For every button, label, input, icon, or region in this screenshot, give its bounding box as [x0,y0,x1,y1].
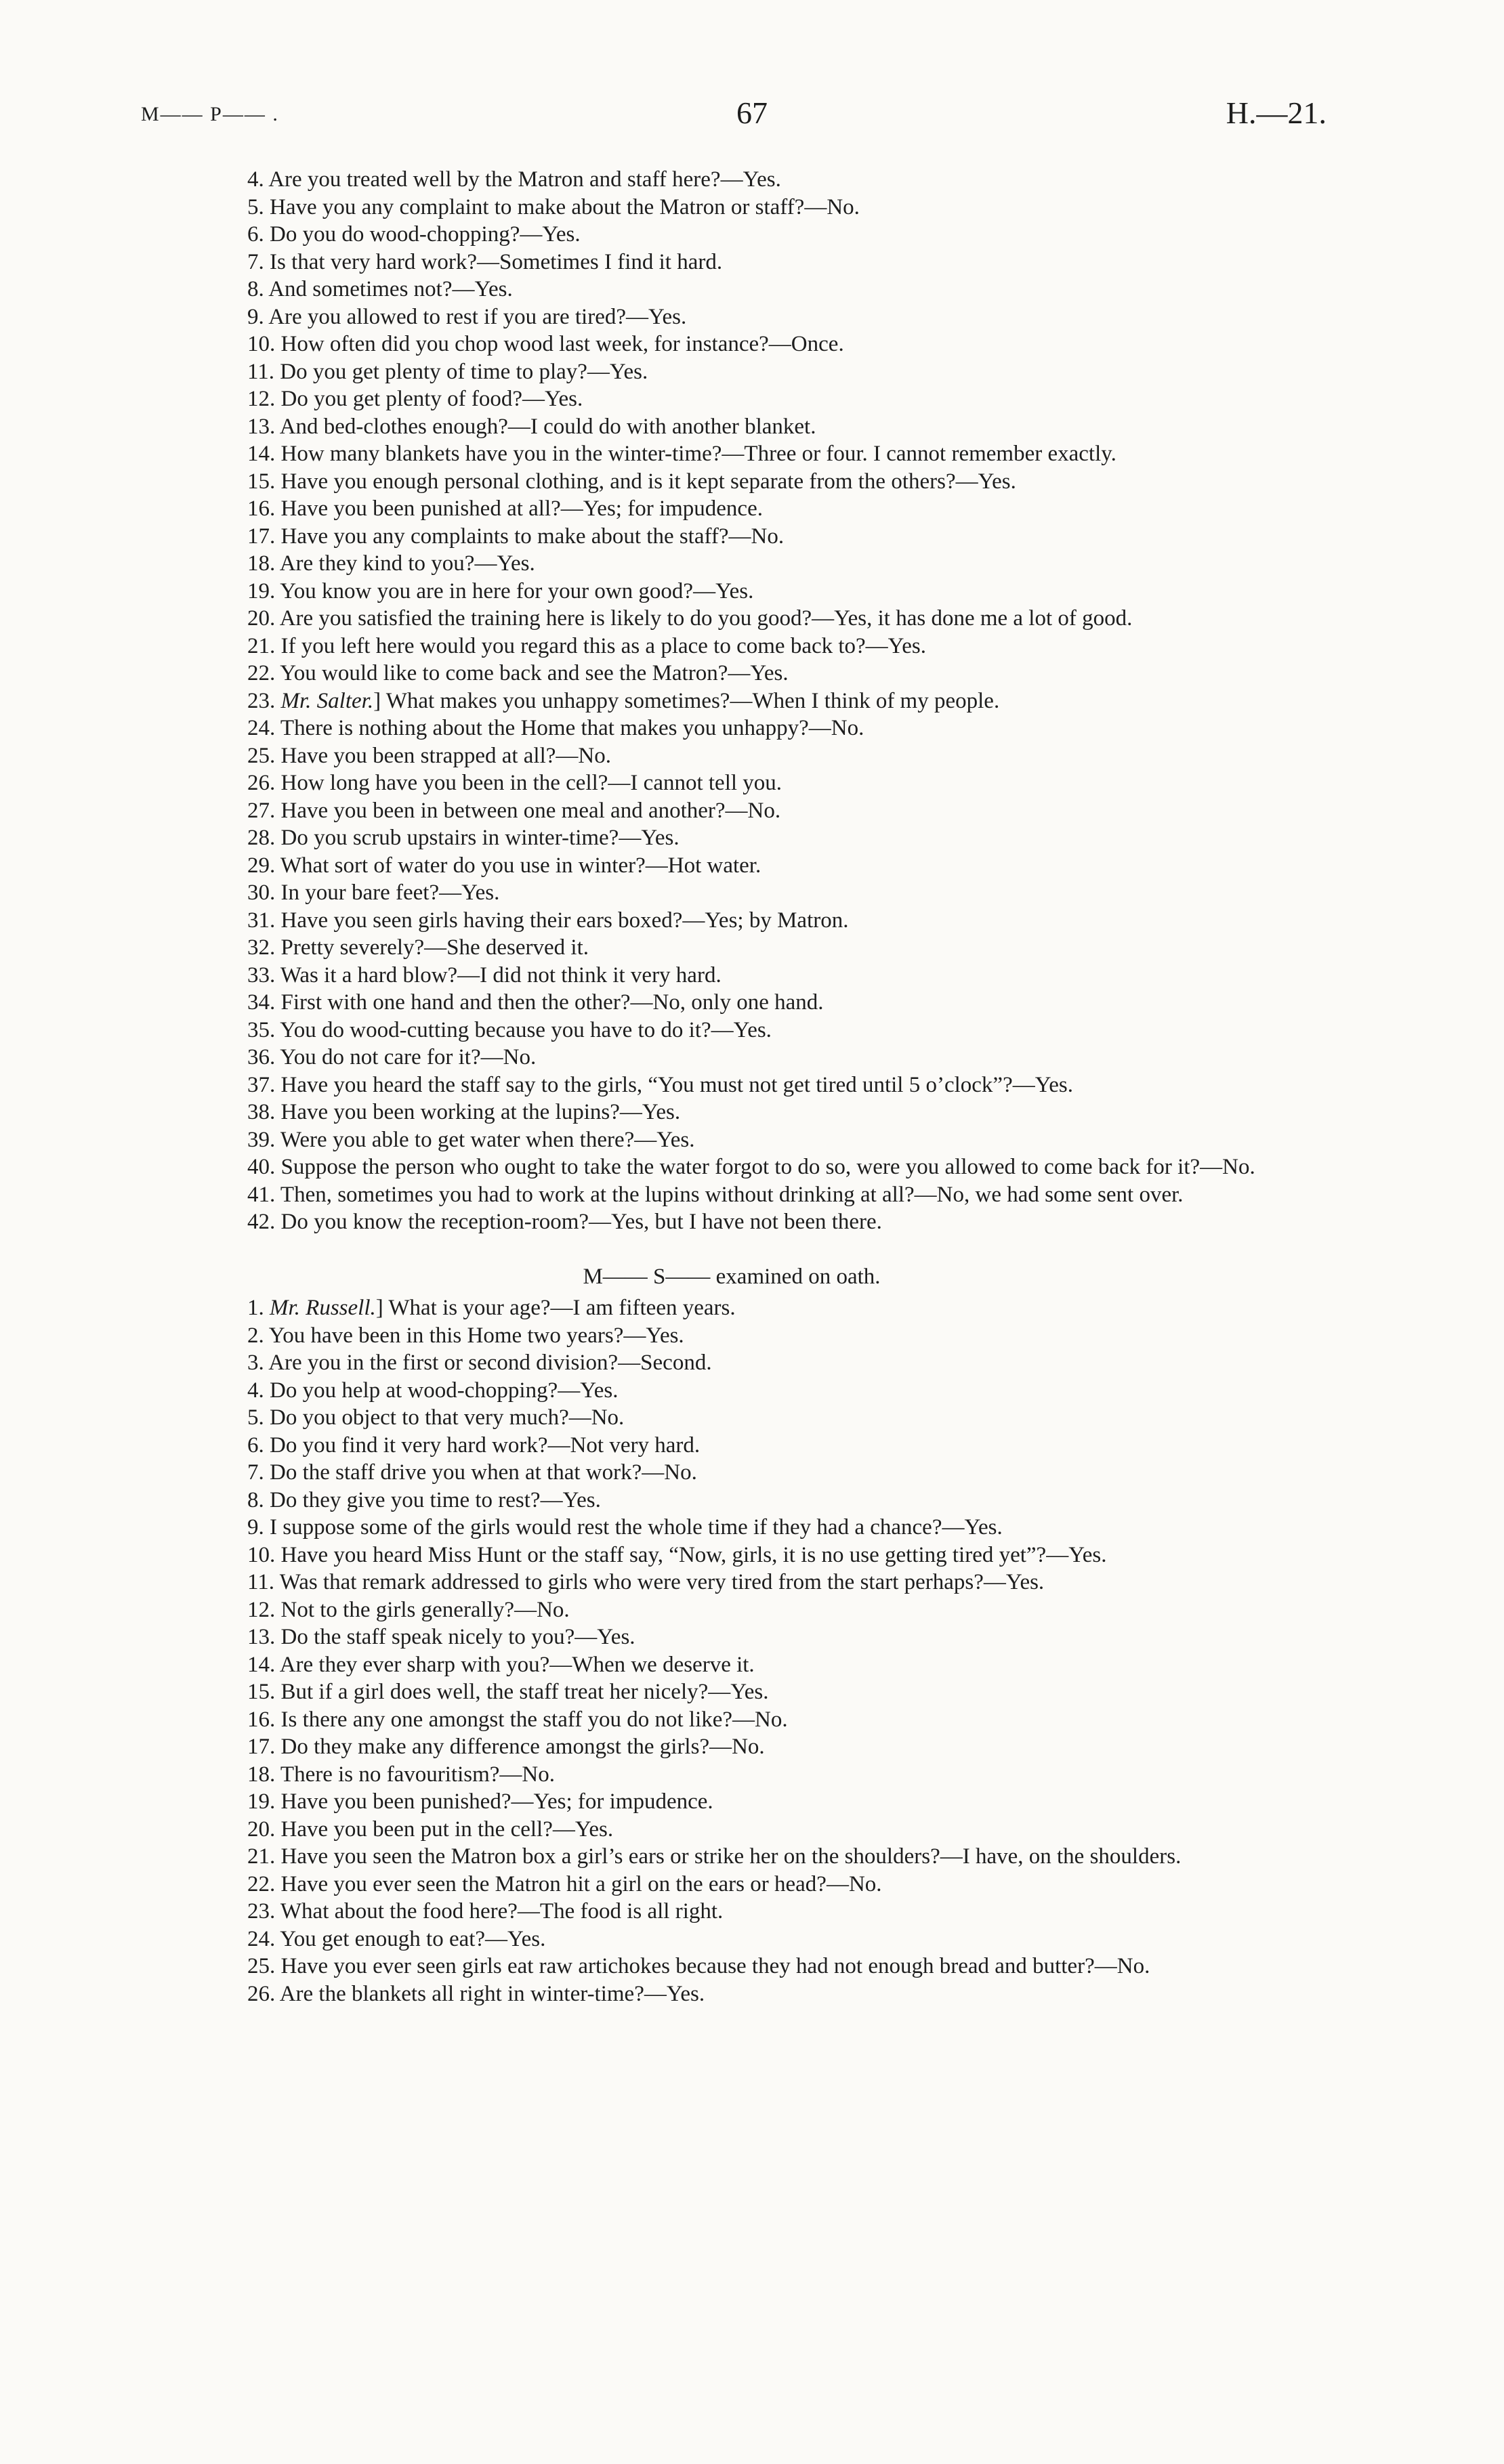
question-text: Was it a hard blow?—I did not think it very hard. [280,962,722,987]
question-number: 23. [247,688,276,713]
question-answer-line [139,824,1324,852]
question-number: 16. [247,1707,276,1732]
question-answer-line [139,468,1324,496]
question-answer-line [139,1596,1324,1624]
question-text: Have you heard Miss Hunt or the staff say, “Now, girls, it is no use getting tired yet”?—Yes. [280,1542,1107,1567]
question-answer-line [139,1871,1324,1898]
question-text: You have been in this Home two years?—Yes. [268,1323,684,1348]
question-number: 35. [247,1017,276,1042]
question-text: Do you scrub upstairs in winter-time?—Yes. [280,826,680,850]
question-answer-line [139,769,1324,797]
question-text: Was that remark addressed to girls who were very tired from the start perhaps?—Yes. [279,1570,1045,1594]
question-number: 4. [247,1378,264,1403]
question-answer-line [139,1459,1324,1487]
question-text: Have you been in between one meal and another?—No. [280,798,781,823]
question-number: 13. [247,414,276,439]
question-number: 23. [247,1899,276,1924]
question-text: Are they ever sharp with you?—When we deserve it. [279,1652,755,1677]
question-text: What sort of water do you use in winter?—Hot water. [280,853,761,878]
question-text: Have you seen the Matron box a girl’s ears or strike her on the shoulders?—I have, on the shoulders. [280,1844,1182,1869]
question-text: There is nothing about the Home that makes you unhappy?—No. [280,716,864,740]
question-answer-line [139,1651,1324,1679]
question-number: 12. [247,387,276,411]
question-answer-line [139,852,1324,880]
question-text: Do they make any difference amongst the girls?—No. [280,1735,765,1759]
question-answer-line [139,1181,1324,1209]
question-answer-line [139,1843,1324,1871]
question-answer-line [139,1761,1324,1789]
question-number: 30. [247,880,276,905]
question-answer-line [139,1017,1324,1044]
question-answer-line [139,1322,1324,1350]
question-number: 37. [247,1072,276,1097]
question-answer-line [139,1377,1324,1405]
question-number: 3. [247,1351,264,1375]
question-text: Have you any complaint to make about the Matron or staff?—No. [270,194,860,219]
question-number: 5. [247,194,264,219]
question-text: Are they kind to you?—Yes. [279,551,535,576]
question-text: Were you able to get water when there?—Yes. [280,1127,695,1152]
question-text: Have you heard the staff say to the girls, “You must not get tired until 5 o’clock”?—Yes. [280,1072,1073,1097]
question-number: 20. [247,1817,276,1842]
question-number: 8. [247,277,264,301]
question-number: 18. [247,1762,276,1787]
question-answer-line [139,907,1324,935]
question-number: 42. [247,1210,276,1234]
testimony-part-2 [139,1294,1324,2008]
question-text: Are you satisfied the training here is likely to do you good?—Yes, it has done me a lot of good. [279,606,1133,631]
question-answer-line [139,495,1324,523]
question-number: 25. [247,1954,276,1978]
question-number: 14. [247,1652,276,1677]
question-number: 7. [247,1460,264,1485]
question-text: If you left here would you regard this as a place to come back to?—Yes. [280,633,926,658]
question-text: There is no favouritism?—No. [280,1762,555,1787]
question-text: Is that very hard work?—Sometimes I find it hard. [270,249,723,274]
question-number: 27. [247,798,276,823]
question-text: First with one hand and then the other?—No, only one hand. [280,990,824,1015]
question-number: 28. [247,826,276,850]
question-text: Have you been working at the lupins?—Yes. [280,1100,681,1124]
question-number: 4. [247,167,264,192]
question-answer-line [139,1487,1324,1514]
question-text: And bed-clothes enough?—I could do with another blanket. [279,414,816,439]
question-number: 6. [247,222,264,247]
question-text: Do you object to that very much?—No. [270,1405,625,1430]
question-number: 17. [247,524,276,549]
question-answer-line [139,962,1324,990]
question-answer-line [139,1044,1324,1071]
question-answer-line [139,249,1324,276]
question-number: 31. [247,908,276,933]
question-number: 34. [247,990,276,1015]
question-text: Have you been put in the cell?—Yes. [280,1817,614,1842]
question-answer-line [139,385,1324,413]
speaker-name: Mr. Salter. [280,688,374,713]
question-text: You do wood-cutting because you have to do it?—Yes. [280,1017,772,1042]
question-text: Do the staff speak nicely to you?—Yes. [280,1625,635,1649]
question-number: 11. [247,1570,275,1594]
question-number: 24. [247,716,276,740]
question-number: 17. [247,1735,276,1759]
question-answer-line [139,1980,1324,2008]
question-answer-line [139,1099,1324,1126]
question-answer-line [139,633,1324,660]
question-number: 16. [247,496,276,521]
question-answer-line [139,1294,1324,1322]
question-text: Do you get plenty of time to play?—Yes. [280,359,648,384]
question-answer-line [139,523,1324,551]
question-text: Have you been strapped at all?—No. [280,743,611,768]
question-number: 39. [247,1127,276,1152]
question-answer-line [139,660,1324,687]
question-number: 41. [247,1182,276,1207]
question-answer-line [139,1788,1324,1816]
question-number: 25. [247,743,276,768]
question-text: How often did you chop wood last week, for instance?—Once. [280,332,844,356]
question-number: 2. [247,1323,264,1348]
question-text: Do you help at wood-chopping?—Yes. [270,1378,619,1403]
question-answer-line [139,1153,1324,1181]
question-text: Do you get plenty of food?—Yes. [280,387,583,411]
question-number: 24. [247,1926,276,1951]
question-answer-line [139,1349,1324,1377]
question-text: Is there any one amongst the staff you do not like?—No. [280,1707,788,1732]
question-number: 26. [247,771,276,795]
document-reference: H.—21. [1226,95,1327,130]
question-answer-line [139,1126,1324,1154]
question-number: 32. [247,935,276,960]
question-number: 9. [247,304,264,329]
question-answer-line [139,605,1324,633]
question-text: Have you ever seen the Matron hit a girl on the ears or head?—No. [280,1871,882,1896]
question-answer-line [139,1706,1324,1734]
question-answer-line [139,194,1324,221]
question-answer-line [139,413,1324,441]
question-answer-line [139,578,1324,606]
question-answer-line [139,879,1324,907]
question-answer-line [139,687,1324,715]
question-number: 6. [247,1432,264,1458]
question-number: 22. [247,1871,276,1896]
question-number: 21. [247,633,276,658]
question-text: Have you been punished at all?—Yes; for impudence. [280,496,763,521]
question-answer-line [139,1898,1324,1926]
question-text: Are you allowed to rest if you are tired?—Yes. [268,304,687,329]
question-number: 29. [247,853,276,878]
question-number: 14. [247,442,276,466]
question-answer-line [139,1569,1324,1596]
question-text: Do you do wood-chopping?—Yes. [270,222,581,247]
question-answer-line [139,276,1324,303]
question-answer-line [139,1623,1324,1651]
question-text: Do they give you time to rest?—Yes. [270,1487,601,1512]
question-number: 18. [247,551,276,576]
page-number: 67 [736,95,768,130]
question-answer-line [139,1071,1324,1099]
question-number: 26. [247,1981,276,2006]
question-answer-line [139,358,1324,386]
question-answer-line [139,1926,1324,1953]
question-text: ] What makes you unhappy sometimes?—When I think of my people. [373,688,1000,713]
question-answer-line [139,989,1324,1017]
question-text: Do you know the reception-room?—Yes, but I have not been there. [280,1210,882,1234]
question-answer-line [139,1404,1324,1432]
question-text: Pretty severely?—She deserved it. [280,935,589,960]
question-answer-line [139,303,1324,331]
question-number: 7. [247,249,264,274]
question-text: In your bare feet?—Yes. [280,880,500,905]
question-text: You do not care for it?—No. [280,1045,537,1069]
question-number: 38. [247,1100,276,1124]
question-text: Have you been punished?—Yes; for impudence. [280,1789,713,1814]
question-text: Have you enough personal clothing, and is it kept separate from the others?—Yes. [280,469,1016,494]
question-text: How long have you been in the cell?—I cannot tell you. [280,771,782,795]
question-number: 12. [247,1597,276,1622]
question-answer-line [139,166,1324,194]
question-answer-line [139,1678,1324,1706]
question-answer-line [139,331,1324,358]
question-text: Have you seen girls having their ears boxed?—Yes; by Matron. [280,908,849,933]
question-number: 15. [247,469,276,494]
question-answer-line [139,1542,1324,1569]
question-answer-line [139,1816,1324,1844]
question-text: And sometimes not?—Yes. [268,277,513,301]
question-text: You would like to come back and see the Matron?—Yes. [280,661,789,685]
question-text: How many blankets have you in the winter-time?—Three or four. I cannot remember exactly. [280,442,1116,466]
question-number: 9. [247,1515,264,1539]
question-text: Do you find it very hard work?—Not very hard. [270,1432,701,1458]
question-text: Are you treated well by the Matron and staff here?—Yes. [268,167,781,192]
question-number: 5. [247,1405,264,1430]
question-number: 21. [247,1844,276,1869]
question-text: You get enough to eat?—Yes. [280,1926,546,1951]
question-answer-line [139,1733,1324,1761]
testimony-part-1 [139,166,1324,1236]
question-answer-line [139,550,1324,578]
question-number: 15. [247,1680,276,1704]
question-number: 40. [247,1155,276,1179]
question-answer-line [139,1208,1324,1236]
question-number: 8. [247,1487,264,1512]
question-number: 1. [247,1296,264,1320]
question-number: 19. [247,578,276,603]
question-answer-line [139,1514,1324,1542]
question-answer-line [139,221,1324,249]
question-answer-line [139,440,1324,468]
question-text: Not to the girls generally?—No. [280,1597,570,1622]
question-text: Do the staff drive you when at that work?—No. [270,1460,697,1485]
question-text: What about the food here?—The food is all right. [280,1899,724,1924]
question-text: Are the blankets all right in winter-time?—Yes. [279,1981,705,2006]
question-answer-line [139,742,1324,770]
section-title: M—— S—— examined on oath. [583,1264,881,1289]
question-number: 10. [247,1542,276,1567]
question-text: You know you are in here for your own good?—Yes. [280,578,754,603]
speaker-name: Mr. Russell. [270,1296,376,1320]
header-witness-initials: M—— P—— . [141,103,279,125]
question-answer-line [139,797,1324,825]
question-answer-line [139,1953,1324,1980]
question-answer-line [139,1432,1324,1460]
question-answer-line [139,715,1324,742]
question-text: Are you in the first or second division?—Second. [268,1351,712,1375]
question-number: 36. [247,1045,276,1069]
question-number: 10. [247,332,276,356]
question-number: 19. [247,1789,276,1814]
question-text: Suppose the person who ought to take the water forgot to do so, were you allowed to come back for it?—No. [280,1155,1255,1179]
question-number: 13. [247,1625,276,1649]
question-text: I suppose some of the girls would rest the whole time if they had a chance?—Yes. [270,1515,1003,1539]
question-text: ] What is your age?—I am fifteen years. [375,1296,736,1320]
question-number: 11. [247,359,275,384]
question-number: 22. [247,661,276,685]
question-text: Have you ever seen girls eat raw artichokes because they had not enough bread and butter?—No. [280,1954,1150,1978]
question-text: Then, sometimes you had to work at the lupins without drinking at all?—No, we had some sent over. [280,1182,1184,1207]
question-text: But if a girl does well, the staff treat her nicely?—Yes. [280,1680,769,1704]
question-number: 33. [247,962,276,987]
question-number: 20. [247,606,276,631]
question-answer-line [139,934,1324,962]
document-body [139,166,1324,2008]
page-header [0,95,1504,135]
question-text: Have you any complaints to make about the staff?—No. [280,524,785,549]
